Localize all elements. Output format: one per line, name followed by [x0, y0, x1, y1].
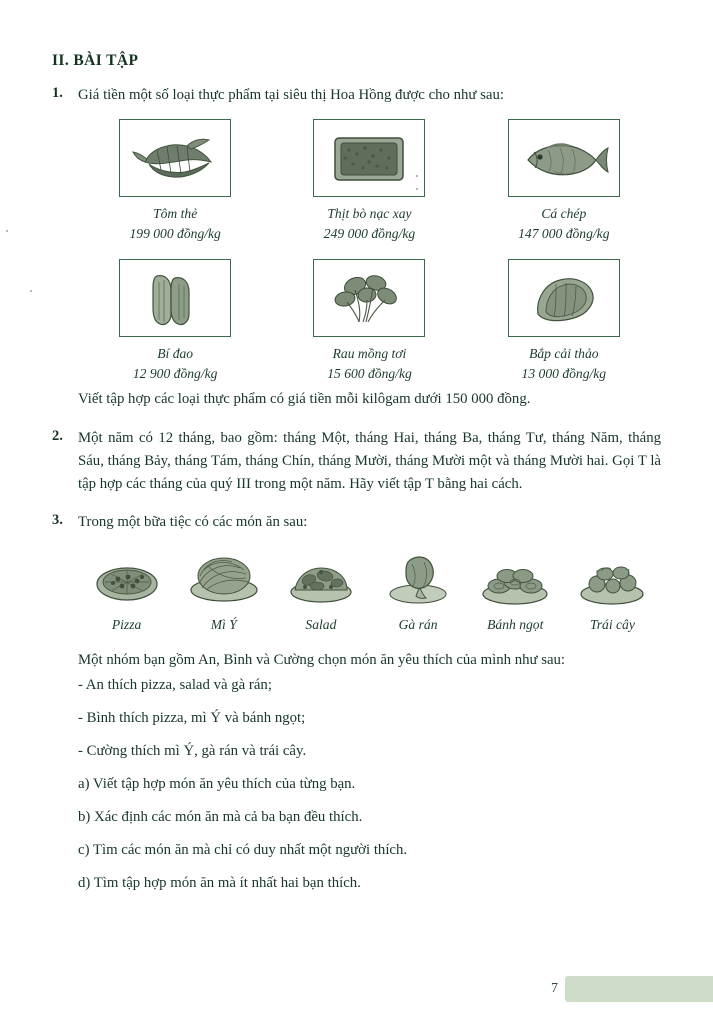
- food-price-grid: [78, 119, 661, 384]
- preference-list: [78, 674, 661, 763]
- exercise-number: 1.: [52, 85, 63, 101]
- dish-item: [467, 544, 564, 635]
- food-caption: [324, 204, 415, 243]
- exercise-1-closing: Viết tập hợp các loại thực phẩm có giá tiền mỗi kilôgam dưới 150 000 đồng.: [78, 390, 531, 407]
- page-number: 7: [551, 981, 558, 996]
- food-price: 15 600 đồng/kg: [327, 366, 412, 382]
- dish-label: Trái cây: [589, 617, 635, 633]
- carp-fish-icon: [508, 119, 620, 197]
- food-item: [78, 119, 272, 243]
- food-price: 249 000 đồng/kg: [323, 225, 416, 241]
- question-list: [78, 773, 661, 895]
- exercise-prompt: Giá tiền một số loại thực phẩm tại siêu thị Hoa Hồng được cho như sau:: [78, 87, 504, 103]
- shrimp-icon: [119, 119, 231, 197]
- salad-icon: [283, 544, 359, 606]
- food-caption: [518, 204, 609, 243]
- paper-speck: [6, 230, 8, 232]
- food-price: 13 000 đồng/kg: [521, 366, 607, 382]
- dish-item: [564, 544, 661, 635]
- paper-speck: [416, 175, 418, 177]
- food-price: 147 000 đồng/kg: [518, 225, 610, 241]
- food-caption: [522, 344, 607, 383]
- footer-bar: [565, 976, 713, 1002]
- dish-item: [175, 544, 272, 635]
- page-footer: [533, 976, 713, 1002]
- fruit-platter-icon: [573, 544, 651, 606]
- spaghetti-icon: [184, 544, 264, 606]
- napa-cabbage-icon: [508, 259, 620, 337]
- pastry-icon: [475, 544, 555, 606]
- exercise-number: 3.: [52, 512, 63, 529]
- dish-item: [369, 544, 466, 635]
- paper-speck: [416, 188, 418, 190]
- question-item: a) Viết tập hợp món ăn yêu thích của từng bạn.: [78, 776, 356, 793]
- exercise-1: [52, 84, 661, 413]
- food-item: [467, 119, 661, 243]
- winter-melon-icon: [119, 259, 231, 337]
- food-price: 199 000 đồng/kg: [129, 225, 221, 241]
- food-caption: [133, 344, 218, 383]
- food-price: 12 900 đồng/kg: [132, 366, 218, 382]
- question-item: c) Tìm các món ăn mà chỉ có duy nhất một người thích.: [78, 841, 408, 858]
- preference-item: - Bình thích pizza, mì Ý và bánh ngọt;: [78, 710, 306, 727]
- dish-row: [78, 544, 661, 635]
- food-item: [272, 259, 466, 383]
- food-name: Bí đao: [157, 346, 194, 362]
- exercise-2: [52, 427, 661, 498]
- exercise-number: 2.: [52, 427, 63, 444]
- preference-item: - Cường thích mì Ý, gà rán và trái cây.: [78, 743, 307, 760]
- dish-label: Bánh ngọt: [487, 617, 544, 633]
- preference-item: - An thích pizza, salad và gà rán;: [78, 677, 272, 694]
- food-item: [272, 119, 466, 243]
- food-name: Thịt bò nạc xay: [327, 205, 412, 221]
- food-name: Cá chép: [541, 205, 587, 221]
- food-caption: [327, 344, 412, 383]
- food-name: Tôm thẻ: [153, 205, 198, 221]
- exercise-3-intro: Một nhóm bạn gồm An, Bình và Cường chọn món ăn yêu thích của mình như sau:: [78, 652, 566, 669]
- dish-label: Pizza: [111, 617, 142, 633]
- dish-label: Salad: [305, 617, 337, 633]
- exercise-2-text: Một năm có 12 tháng, bao gồm: tháng Một, tháng Hai, tháng Ba, tháng Tư, tháng Năm, tháng Sáu, tháng Bảy, tháng Tám, tháng Chín, tháng Mười, tháng Mười một và tháng Mười hai. Gọi T là tập hợp các tháng của quý III trong một năm. Hãy viết tập T bằng hai cách.: [78, 429, 661, 492]
- food-name: Bắp cải thảo: [529, 346, 599, 362]
- fried-chicken-icon: [382, 544, 454, 606]
- dish-item: [272, 544, 369, 635]
- section-heading: II. BÀI TẬP: [52, 52, 139, 69]
- paper-speck: [30, 290, 32, 292]
- pizza-icon: [92, 544, 162, 606]
- food-item: [467, 259, 661, 383]
- malabar-spinach-icon: [313, 259, 425, 337]
- exercise-prompt: Trong một bữa tiệc có các món ăn sau:: [78, 514, 308, 531]
- dish-label: Mì Ý: [210, 617, 237, 633]
- dish-label: Gà rán: [398, 617, 438, 633]
- question-item: b) Xác định các món ăn mà cả ba bạn đều thích.: [78, 809, 363, 826]
- food-name: Rau mồng tơi: [332, 346, 407, 362]
- exercise-3: [52, 511, 661, 904]
- food-caption: [129, 204, 220, 243]
- minced-beef-icon: [313, 119, 425, 197]
- food-item: [78, 259, 272, 383]
- dish-item: [78, 544, 175, 635]
- question-item: d) Tìm tập hợp món ăn mà ít nhất hai bạn thích.: [78, 874, 361, 891]
